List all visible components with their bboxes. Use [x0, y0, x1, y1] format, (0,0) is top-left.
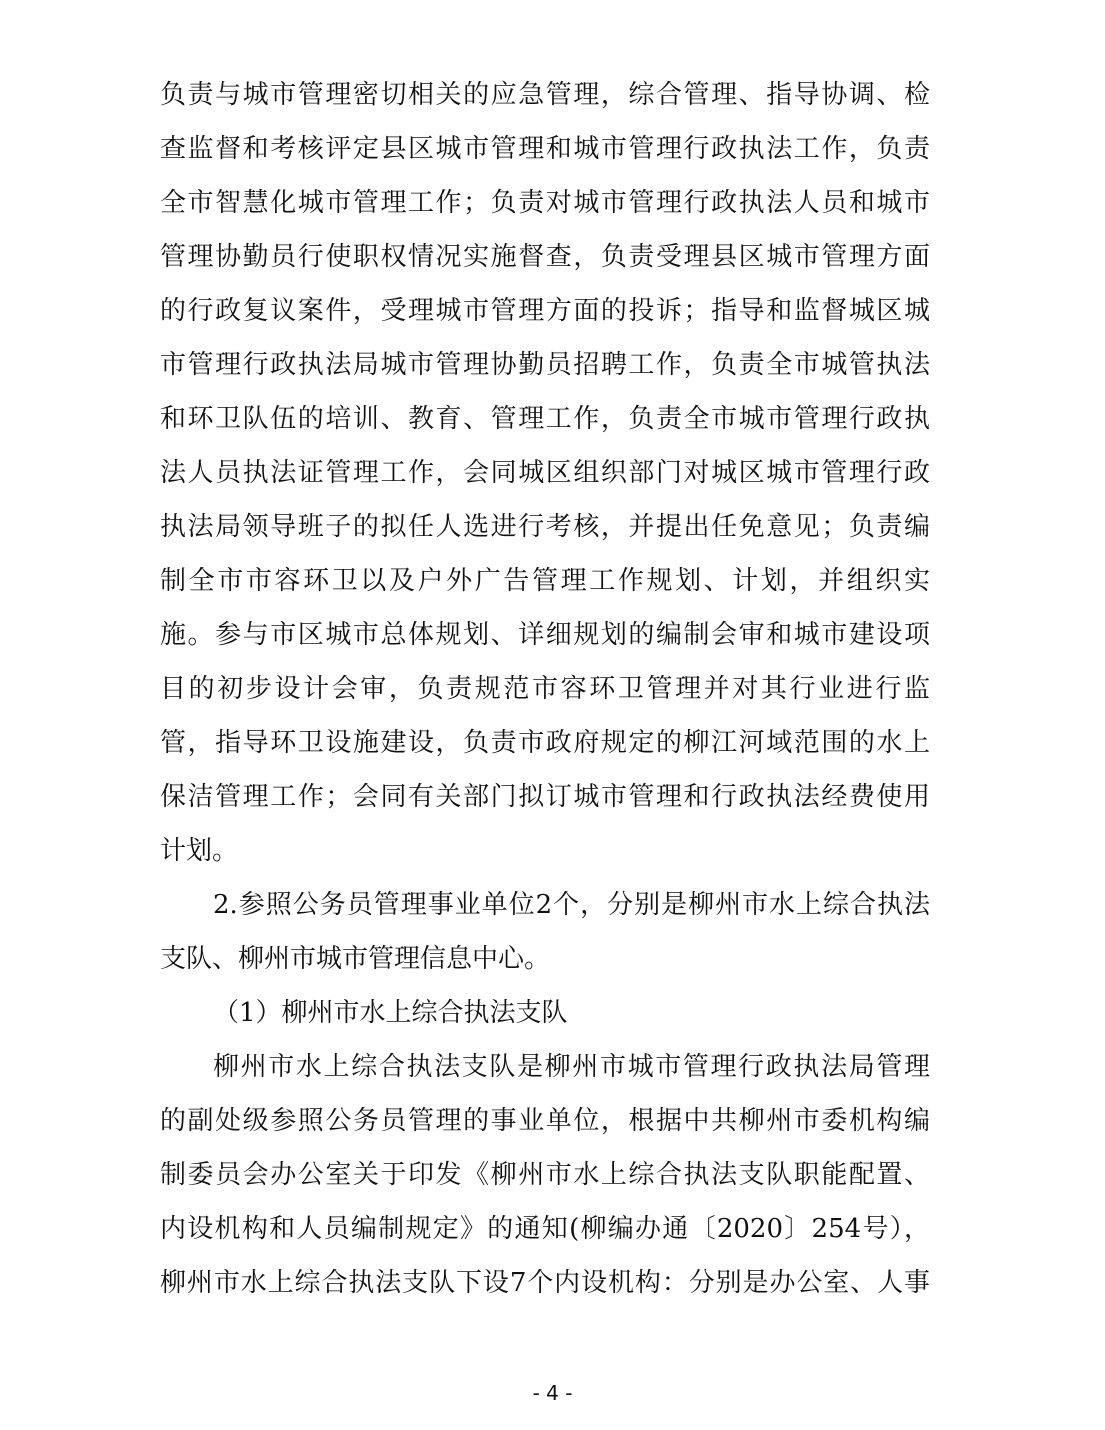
text-line-19: 柳州市水上综合执法支队是柳州市城市管理行政执法局管理 — [213, 1052, 930, 1082]
text-line-9: 执法局领导班子的拟任人选进行考核，并提出任免意见；负责编 — [160, 512, 930, 542]
text-line-3: 全市智慧化城市管理工作；负责对城市管理行政执法人员和城市 — [160, 188, 930, 218]
section-heading: （1）柳州市水上综合执法支队 — [213, 998, 568, 1028]
text-line-14: 保洁管理工作；会同有关部门拟订城市管理和行政执法经费使用 — [160, 782, 930, 812]
text-line-2: 查监督和考核评定县区城市管理和城市管理行政执法工作，负责 — [160, 134, 930, 164]
text-line-15: 计划。 — [160, 836, 239, 866]
text-line-4: 管理协勤员行使职权情况实施督查，负责受理县区城市管理方面 — [160, 242, 930, 272]
text-line-10: 制全市市容环卫以及户外广告管理工作规划、计划，并组织实 — [160, 566, 930, 596]
text-line-7: 和环卫队伍的培训、教育、管理工作，负责全市城市管理行政执 — [160, 404, 930, 434]
text-line-17: 支队、柳州市城市管理信息中心。 — [160, 944, 551, 974]
text-line-8: 法人员执法证管理工作，会同城区组织部门对城区城市管理行政 — [160, 458, 930, 488]
text-line-12: 目的初步设计会审，负责规范市容环卫管理并对其行业进行监 — [160, 674, 930, 704]
page-number: - 4 - — [532, 1381, 573, 1405]
text-line-20: 的副处级参照公务员管理的事业单位，根据中共柳州市委机构编 — [160, 1106, 930, 1136]
text-line-23: 柳州市水上综合执法支队下设7个内设机构：分别是办公室、人事 — [160, 1268, 930, 1298]
text-line-16: 2.参照公务员管理事业单位2个，分别是柳州市水上综合执法 — [213, 890, 930, 920]
text-line-11: 施。参与市区城市总体规划、详细规划的编制会审和城市建设项 — [160, 620, 930, 650]
text-line-1: 负责与城市管理密切相关的应急管理，综合管理、指导协调、检 — [160, 80, 930, 110]
text-line-13: 管，指导环卫设施建设，负责市政府规定的柳江河域范围的水上 — [160, 728, 930, 758]
text-line-21: 制委员会办公室关于印发《柳州市水上综合执法支队职能配置、 — [160, 1160, 930, 1190]
text-line-22: 内设机构和人员编制规定》的通知(柳编办通〔2020〕254号）， — [160, 1214, 930, 1244]
text-line-6: 市管理行政执法局城市管理协勤员招聘工作，负责全市城管执法 — [160, 350, 930, 380]
text-line-5: 的行政复议案件，受理城市管理方面的投诉；指导和监督城区城 — [160, 296, 930, 326]
